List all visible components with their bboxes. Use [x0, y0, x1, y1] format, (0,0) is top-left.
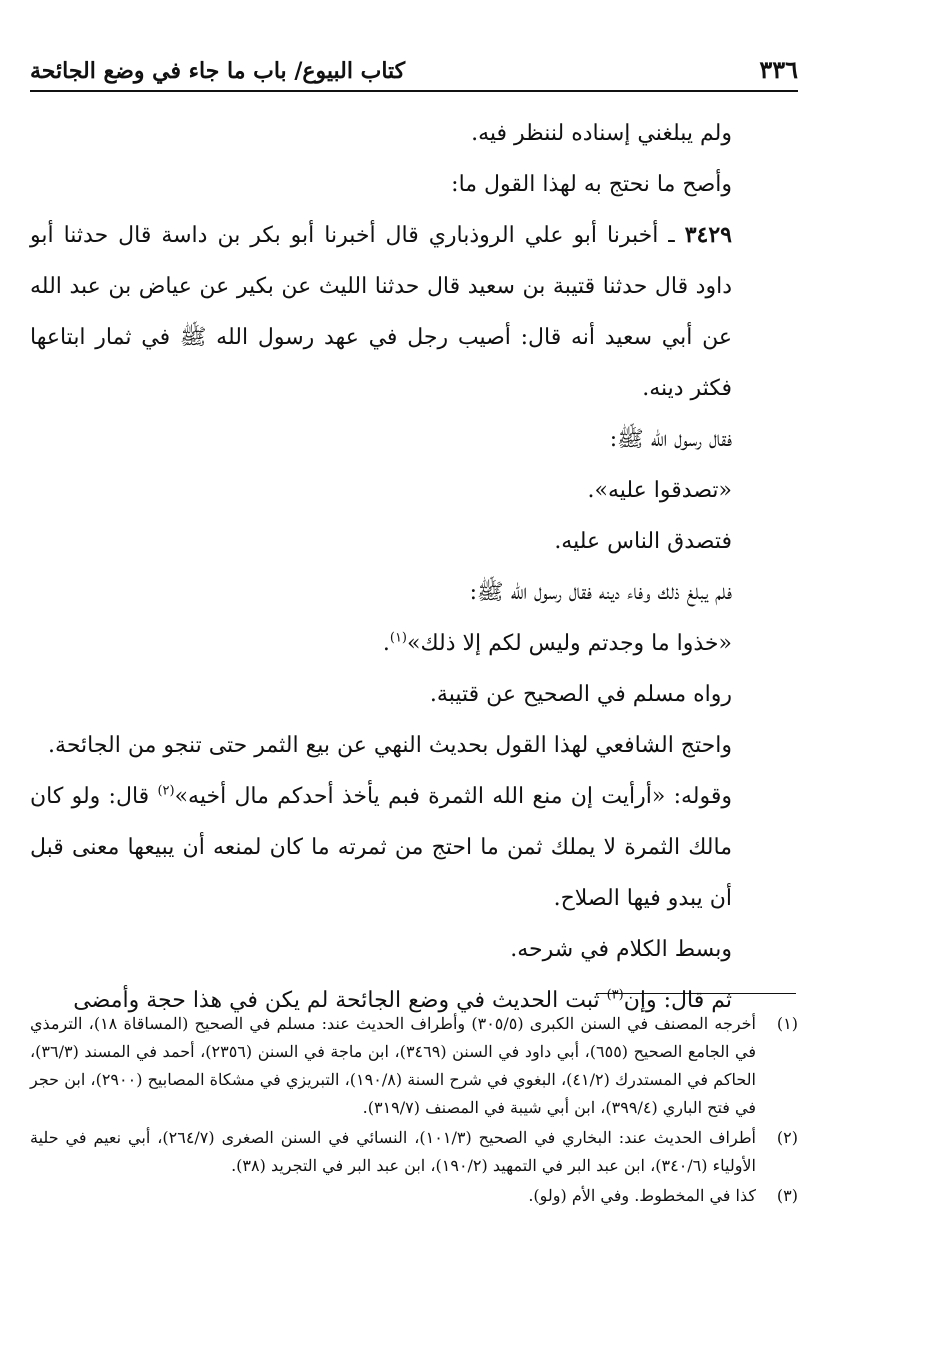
- paragraph-7: فلم يبلغ ذلك وفاء دينه فقال رسول الله ﷺ:: [469, 580, 732, 605]
- paragraph-12: وبسط الكلام في شرحه.: [510, 937, 732, 962]
- paragraph-1: ولم يبلغني إسناده لننظر فيه.: [471, 121, 732, 146]
- paragraph-13-end: ثبت الحديث في وضع الجائحة لم يكن في هذا حجة وأمضى: [73, 988, 607, 1013]
- running-title: كتاب البيوع/ باب ما جاء في وضع الجائحة: [30, 58, 406, 84]
- paragraph-11-start: وقوله: «أرأيت إن منع الله الثمرة فبم يأخذ أحدكم مال أخيه»: [174, 784, 732, 809]
- footnote-1: [30, 1010, 798, 1122]
- main-text: [30, 108, 790, 1026]
- page-header: [30, 46, 798, 92]
- page-number: ٣٣٦: [759, 55, 798, 84]
- paragraph-4: فقال رسول الله ﷺ:: [609, 427, 732, 452]
- footnote-number: (١): [776, 1014, 798, 1033]
- paragraph-13-start: ثم قال: وإن: [623, 988, 732, 1013]
- paragraph-8: [30, 618, 790, 669]
- paragraph-2: وأصح ما نحتج به لهذا القول ما:: [451, 172, 732, 197]
- footnote-number: (٢): [776, 1128, 798, 1147]
- footnote-text: أطراف الحديث عند: البخاري في الصحيح (١٠١/٣)، النسائي في السنن الصغرى (٢٦٤/٧)، أبي نعيم في حلية الأولياء (٣٤٠/٦)، ابن عبد البر في التمهيد (١٩٠/٢)، ابن عبد البر في التجريد (٣٨).: [30, 1128, 756, 1175]
- footnote-ref-2: (٢): [157, 783, 175, 799]
- hadith-paragraph: [30, 210, 790, 414]
- paragraph-11: [30, 771, 790, 924]
- paragraph-9: رواه مسلم في الصحيح عن قتيبة.: [429, 682, 732, 707]
- footnote-ref-1: (١): [389, 630, 407, 646]
- footnote-ref-3: (٣): [606, 987, 624, 1003]
- footnote-text: أخرجه المصنف في السنن الكبرى (٣٠٥/٥) وأطراف الحديث عند: مسلم في الصحيح (المساقاة ١٨)، الترمذي في الجامع الصحيح (٦٥٥)، أبي داود في السنن (٣٤٦٩)، ابن ماجة في السنن (٢٣٥٦)، أحمد في المسند (٣٦/٣)، الحاكم في المستدرك (٤١/٢)، البغوي في شرح السنة (١٩٠/٨)، التبريزي في مشكاة المصابيح (٢٩٠٠)، ابن حجر في فتح الباري (٣٩٩/٤)، ابن أبي شيبة في المصنف (٣١٩/٧).: [30, 1014, 757, 1117]
- hadith-text: ـ أخبرنا أبو علي الروذباري قال أخبرنا أبو بكر بن داسة قال حدثنا أبو داود قال حدثنا قتيبة بن سعيد قال حدثنا الليث عن بكير عن عياض بن عبد الله عن أبي سعيد أنه قال: أصيب رجل في عهد رسول الله ﷺ في ثمار ابتاعها فكثر دينه.: [30, 223, 732, 401]
- footnote-text: كذا في المخطوط. وفي الأم (ولو).: [528, 1186, 756, 1205]
- paragraph-5: «تصدقوا عليه».: [587, 478, 732, 503]
- footnote-separator: [596, 993, 796, 994]
- paragraph-10: واحتج الشافعي لهذا القول بحديث النهي عن بيع الثمر حتى تنجو من الجائحة.: [48, 733, 732, 758]
- hadith-number: ٣٤٢٩: [684, 222, 732, 248]
- footnotes: [30, 1010, 798, 1212]
- quote-end: .: [382, 631, 390, 656]
- footnote-2: [30, 1124, 798, 1180]
- paragraph-6: فتصدق الناس عليه.: [554, 529, 732, 554]
- footnote-number: (٣): [776, 1186, 798, 1205]
- paragraph-11-end: قال: ولو كان مالك الثمرة لا يملك ثمن ما احتج من ثمرته ما كان لمنعه أن يبيعها معنى قبل أن يبدو فيها الصلاح.: [30, 784, 732, 911]
- footnote-3: [30, 1182, 798, 1210]
- quote-text: «خذوا ما وجدتم وليس لكم إلا ذلك»: [407, 631, 732, 656]
